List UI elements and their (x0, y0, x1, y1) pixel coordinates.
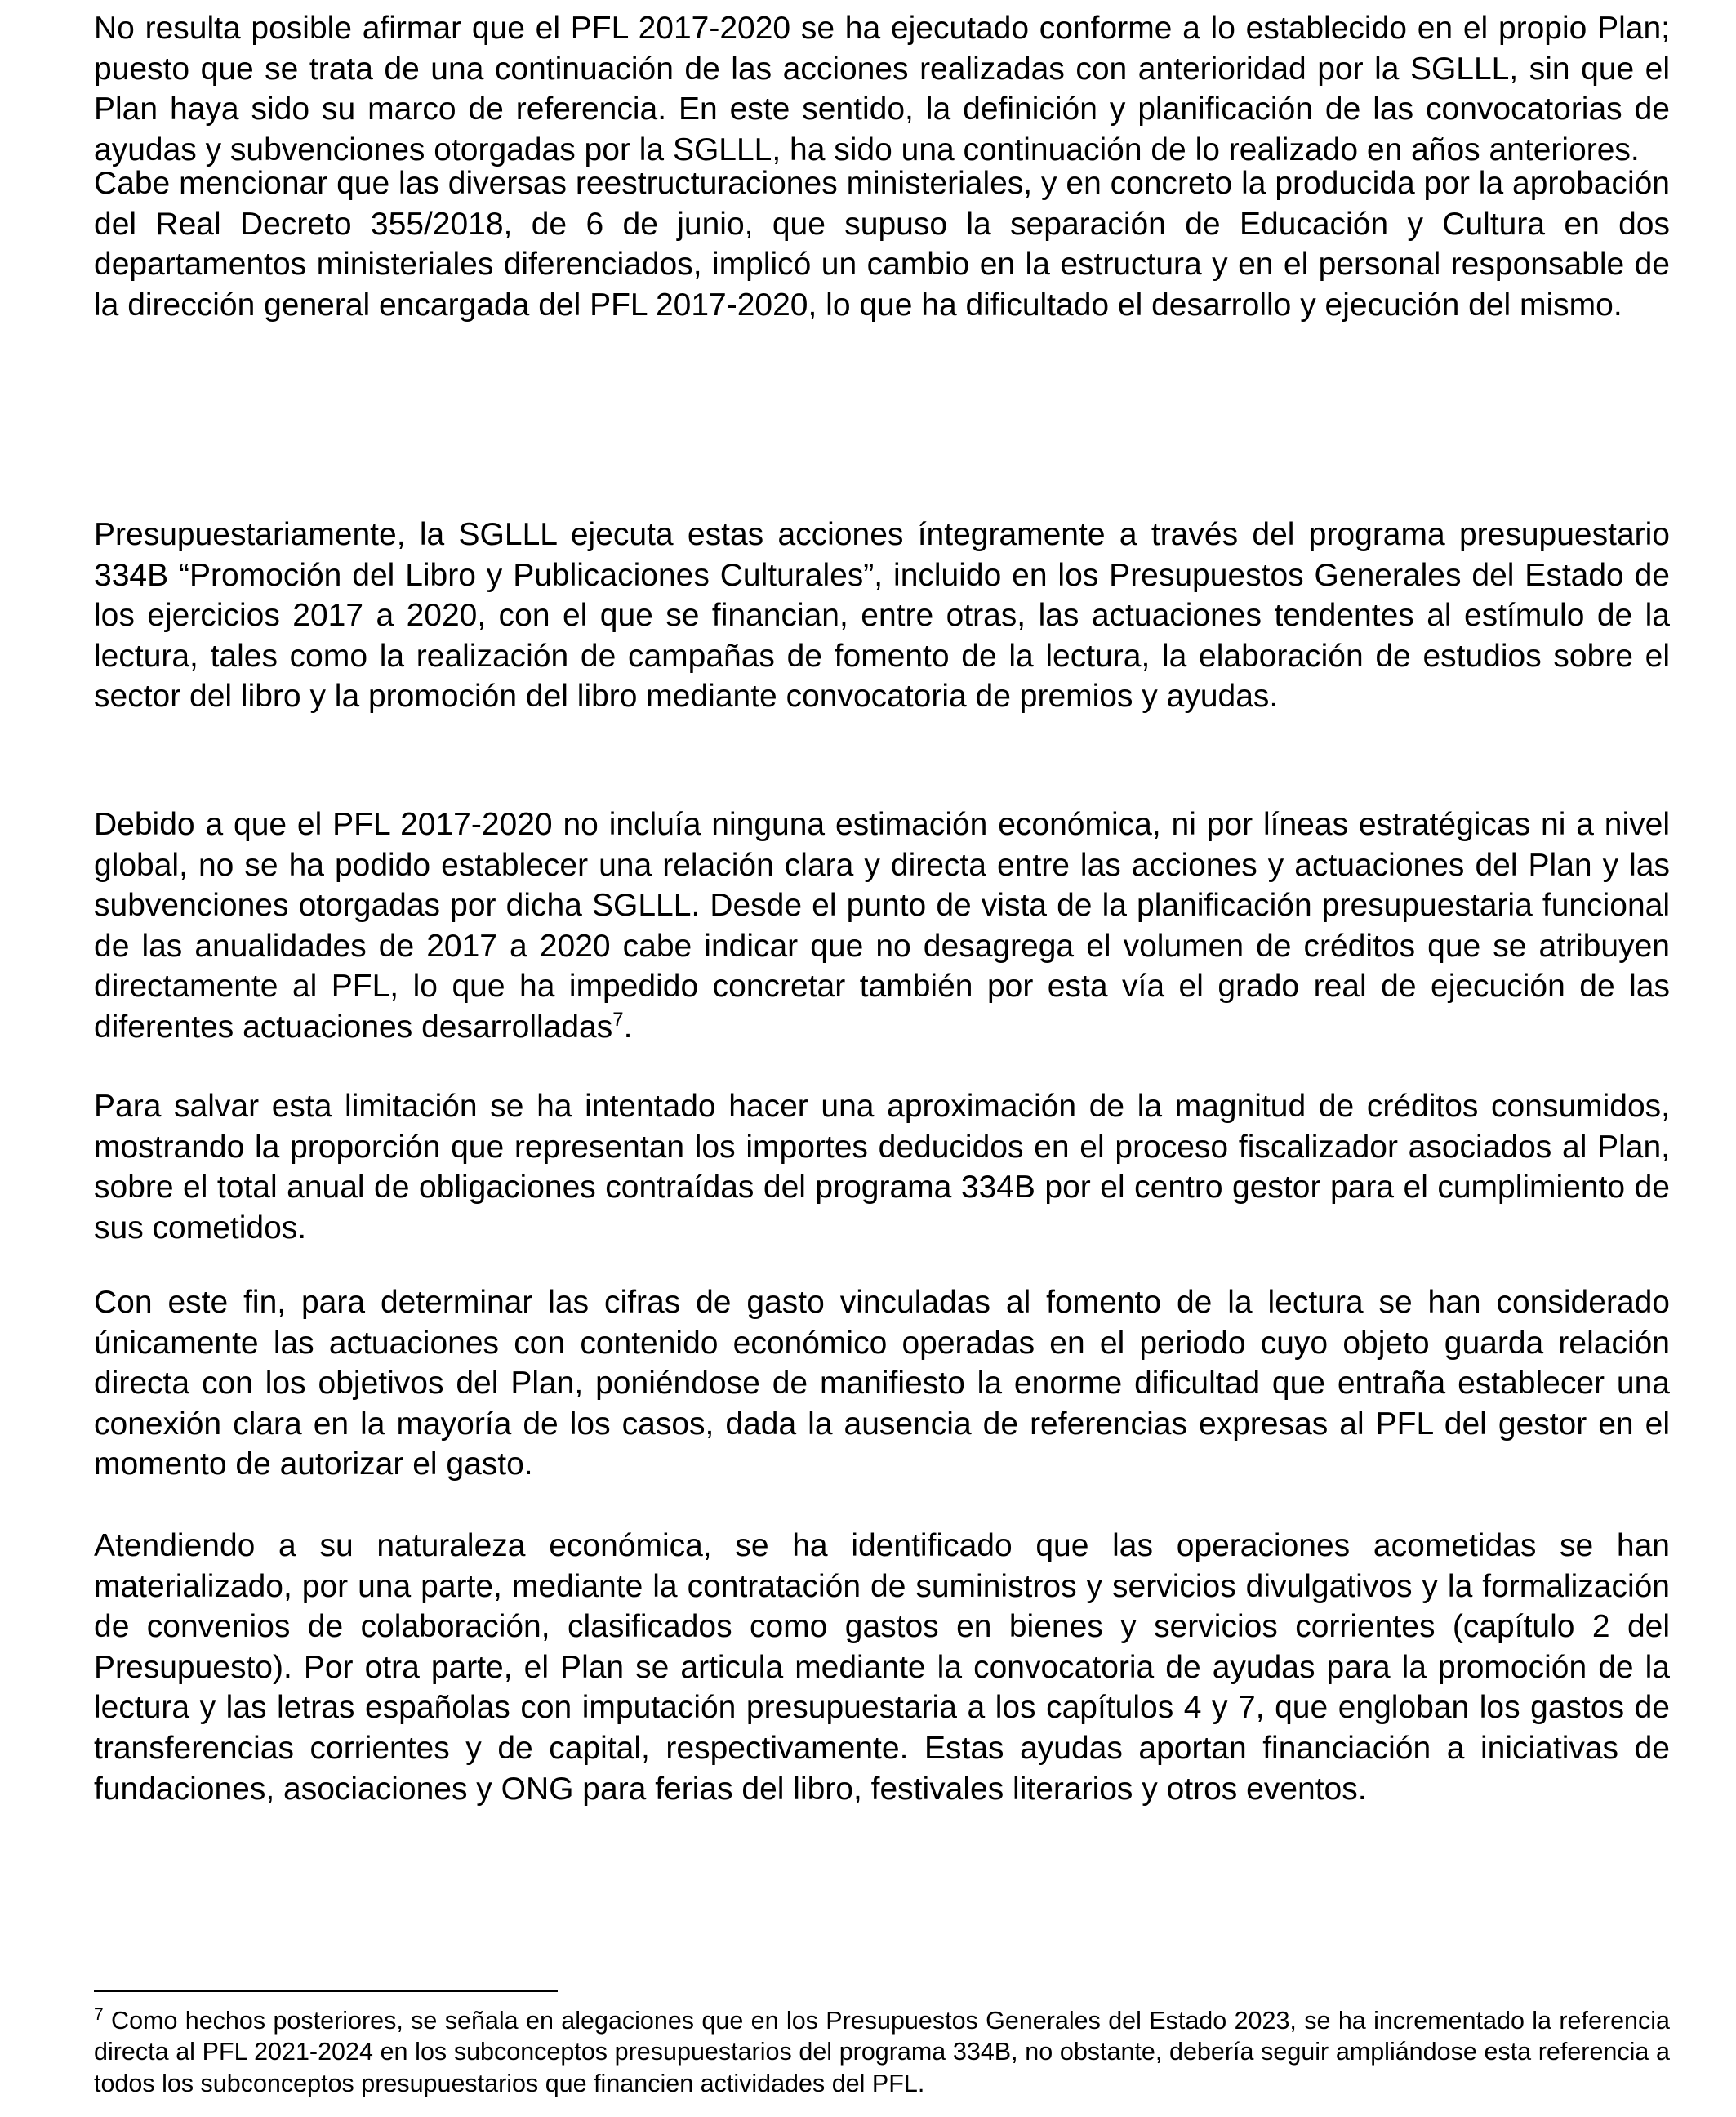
paragraph-5: Para salvar esta limitación se ha intentado hacer una aproximación de la magnitud de créditos consumidos, mostrando la proporción que representan los importes deducidos en el proceso fiscalizador asociados al Plan, sobre el total anual de obligaciones contraídas del programa 334B por el centro gestor para el cumplimiento de sus cometidos. (94, 1089, 1670, 1246)
footnote-reference[interactable]: 7 (612, 1008, 624, 1031)
footnote-mark: 7 (94, 2004, 104, 2024)
paragraph-1: No resulta posible afirmar que el PFL 2017-2020 se ha ejecutado conforme a lo establecido en el propio Plan; puesto que se trata de una continuación de las acciones realizadas con anterioridad por la SGLLL, sin que el Plan haya sido su marco de referencia. En este sentido, la definición y planificación de las convocatorias de ayudas y subvenciones otorgadas por la SGLLL, ha sido una continuación de lo realizado en años anteriores. (94, 11, 1670, 167)
footnote-text: Como hechos posteriores, se señala en alegaciones que en los Presupuestos Generales del Estado 2023, se ha incrementado la referencia directa al PFL 2021-2024 en los subconceptos presupuestarios del programa 334B, no obstante, debería seguir ampliándose esta referencia a todos los subconceptos presupuestarios que financien actividades del PFL. (94, 2007, 1670, 2097)
footnote (94, 2005, 1670, 2099)
paragraph-7: Atendiendo a su naturaleza económica, se ha identificado que las operaciones acometidas se han materializado, por una parte, mediante la contratación de suministros y servicios divulgativos y la formalización de convenios de colaboración, clasificados como gastos en bienes y servicios corrientes (capítulo 2 del Presupuesto). Por otra parte, el Plan se articula mediante la convocatoria de ayudas para la promoción de la lectura y las letras españolas con imputación presupuestaria a los capítulos 4 y 7, que engloban los gastos de transferencias corrientes y de capital, respectivamente. Estas ayudas aportan financiación a iniciativas de fundaciones, asociaciones y ONG para ferias del libro, festivales literarios y otros eventos. (94, 1528, 1670, 1807)
paragraph-4-end: . (623, 1009, 633, 1045)
paragraph-6: Con este fin, para determinar las cifras de gasto vinculadas al fomento de la lectura se han considerado únicamente las actuaciones con contenido económico operadas en el periodo cuyo objeto guarda relación directa con los objetivos del Plan, poniéndose de manifiesto la enorme dificultad que entraña establecer una conexión clara en la mayoría de los casos, dada la ausencia de referencias expresas al PFL del gestor en el momento de autorizar el gasto. (94, 1285, 1670, 1482)
paragraph-4-text: Debido a que el PFL 2017-2020 no incluía ninguna estimación económica, ni por líneas estratégicas ni a nivel global, no se ha podido establecer una relación clara y directa entre las acciones y actuaciones del Plan y las subvenciones otorgadas por dicha SGLLL. Desde el punto de vista de la planificación presupuestaria funcional de las anualidades de 2017 a 2020 cabe indicar que no desagrega el volumen de créditos que se atribuyen directamente al PFL, lo que ha impedido concretar también por esta vía el grado real de ejecución de las diferentes actuaciones desarrolladas (94, 807, 1670, 1045)
paragraph-2: Cabe mencionar que las diversas reestructuraciones ministeriales, y en concreto la producida por la aprobación del Real Decreto 355/2018, de 6 de junio, que supuso la separación de Educación y Cultura en dos departamentos ministeriales diferenciados, implicó un cambio en la estructura y en el personal responsable de la dirección general encargada del PFL 2017-2020, lo que ha dificultado el desarrollo y ejecución del mismo. (94, 166, 1670, 323)
paragraph-4 (94, 804, 1670, 1048)
paragraph-3: Presupuestariamente, la SGLLL ejecuta estas acciones íntegramente a través del programa presupuestario 334B “Promoción del Libro y Publicaciones Culturales”, incluido en los Presupuestos Generales del Estado de los ejercicios 2017 a 2020, con el que se financian, entre otras, las actuaciones tendentes al estímulo de la lectura, tales como la realización de campañas de fomento de la lectura, la elaboración de estudios sobre el sector del libro y la promoción del libro mediante convocatoria de premios y ayudas. (94, 517, 1670, 715)
footnote-separator (94, 1990, 558, 1992)
